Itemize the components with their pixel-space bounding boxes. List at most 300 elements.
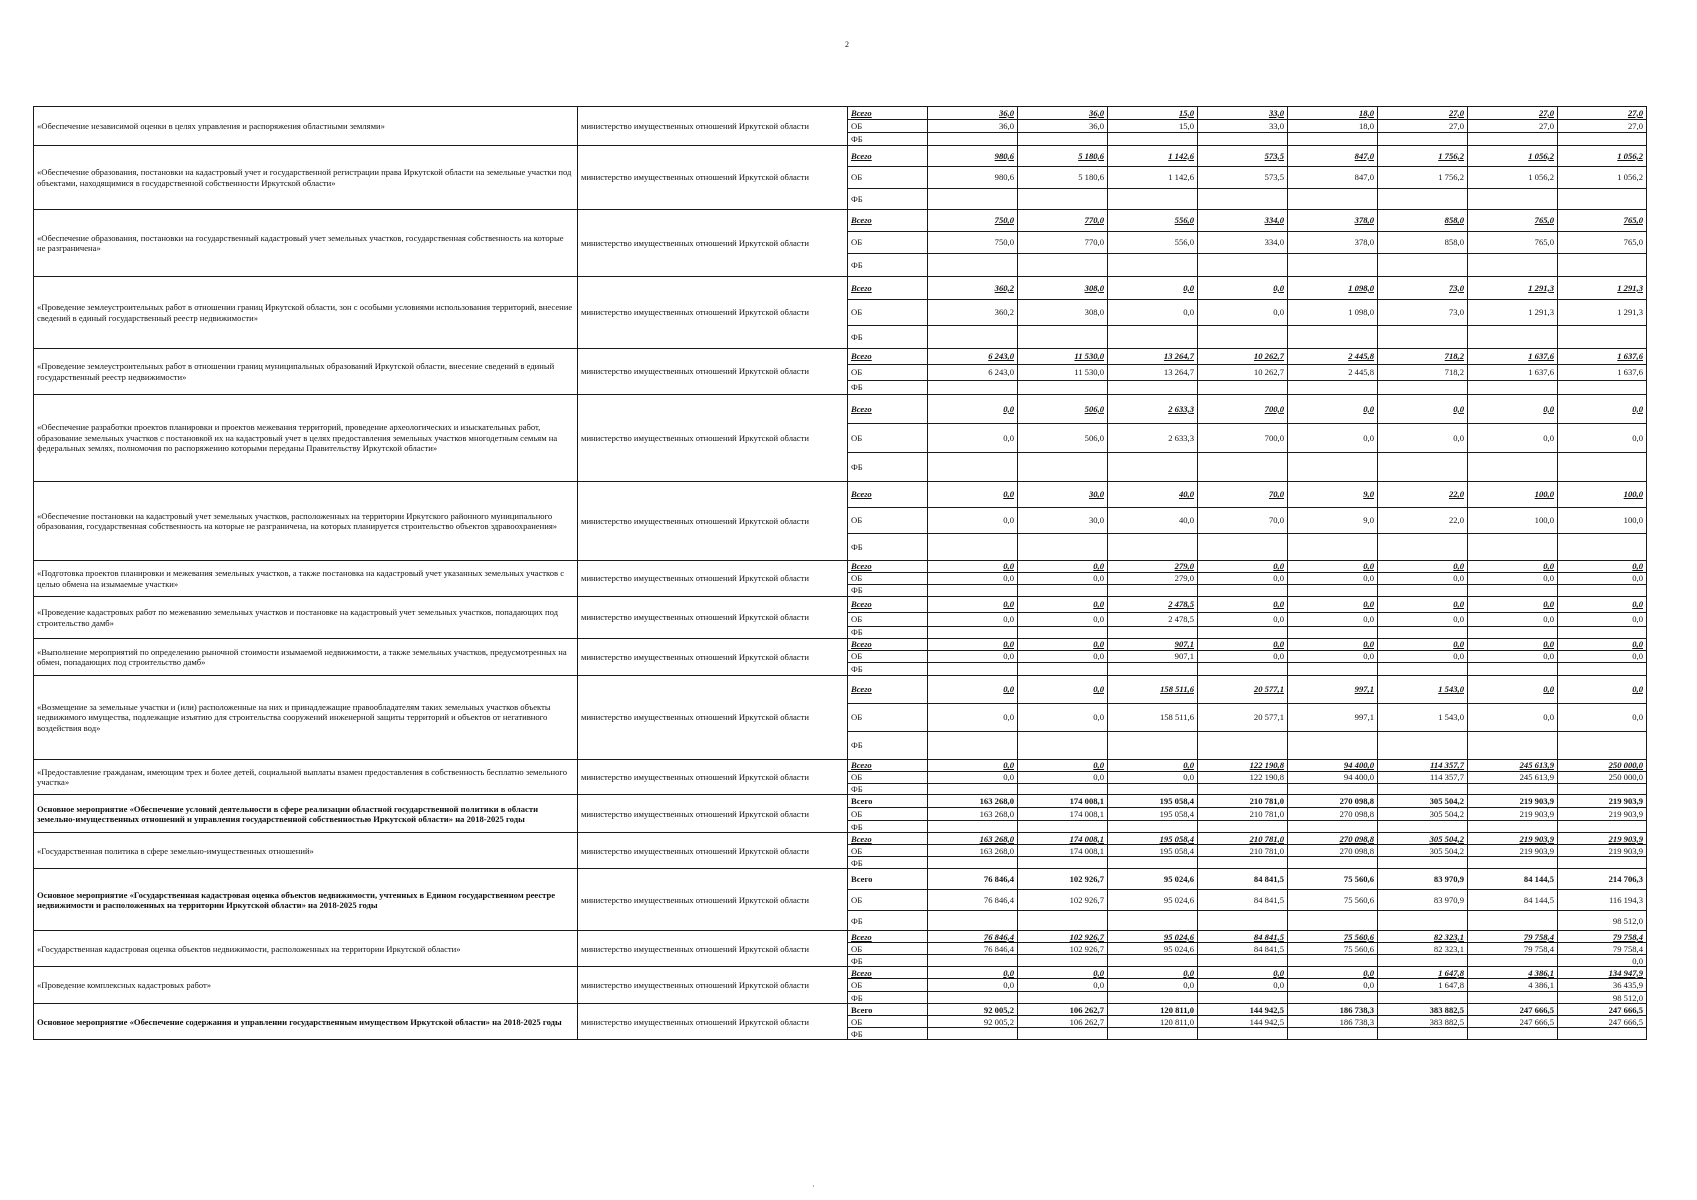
funding-source: ФБ <box>848 911 928 931</box>
amount-cell <box>928 254 1018 277</box>
amount-cell <box>1108 784 1198 795</box>
activity-name: «Проведение комплексных кадастровых работ» <box>34 967 578 1004</box>
amount-cell <box>1198 784 1288 795</box>
amount-cell: 0,0 <box>1018 979 1108 992</box>
amount-cell <box>1378 381 1468 395</box>
executor-cell: министерство имущественных отношений Иркутской области <box>578 869 848 931</box>
amount-cell <box>1108 627 1198 639</box>
amount-cell <box>1018 254 1108 277</box>
amount-cell: 847,0 <box>1288 167 1378 189</box>
amount-cell: 573,5 <box>1198 146 1288 167</box>
amount-cell: 997,1 <box>1288 676 1378 704</box>
amount-cell <box>1108 955 1198 967</box>
executor-cell: министерство имущественных отношений Иркутской области <box>578 833 848 869</box>
amount-cell <box>1288 784 1378 795</box>
amount-cell <box>1288 453 1378 482</box>
amount-cell: 0,0 <box>1198 967 1288 979</box>
amount-cell: 20 577,1 <box>1198 704 1288 732</box>
amount-cell: 120 811,0 <box>1108 1016 1198 1028</box>
amount-cell: 100,0 <box>1558 508 1647 534</box>
funding-source: Всего <box>848 760 928 772</box>
amount-cell <box>1198 254 1288 277</box>
amount-cell: 186 738,3 <box>1288 1016 1378 1028</box>
amount-cell <box>1558 857 1647 869</box>
amount-cell <box>1558 381 1647 395</box>
funding-source: ОБ <box>848 1016 928 1028</box>
amount-cell: 75 560,6 <box>1288 943 1378 955</box>
amount-cell <box>928 133 1018 146</box>
funding-source: ФБ <box>848 254 928 277</box>
amount-cell: 98 512,0 <box>1558 992 1647 1004</box>
amount-cell: 84 841,5 <box>1198 869 1288 890</box>
amount-cell <box>1468 821 1558 833</box>
activity-name: «Предоставление гражданам, имеющим трех и более детей, социальной выплаты взамен предоставления в собственность бесплатно земельного участка» <box>34 760 578 795</box>
amount-cell <box>1468 189 1558 210</box>
amount-cell: 195 058,4 <box>1108 845 1198 857</box>
amount-cell: 0,0 <box>1378 651 1468 663</box>
amount-cell <box>1108 1028 1198 1040</box>
funding-source: Всего <box>848 482 928 508</box>
amount-cell: 195 058,4 <box>1108 833 1198 845</box>
amount-cell: 0,0 <box>1288 967 1378 979</box>
amount-cell: 250 000,0 <box>1558 760 1647 772</box>
amount-cell: 0,0 <box>1018 561 1108 573</box>
amount-cell: 765,0 <box>1558 232 1647 254</box>
amount-cell: 94 400,0 <box>1288 772 1378 784</box>
table-row-total <box>34 482 1647 508</box>
amount-cell: 22,0 <box>1378 508 1468 534</box>
amount-cell <box>1288 955 1378 967</box>
amount-cell: 270 098,8 <box>1288 795 1378 808</box>
amount-cell: 79 758,4 <box>1468 931 1558 943</box>
amount-cell <box>1108 585 1198 597</box>
amount-cell: 30,0 <box>1018 482 1108 508</box>
amount-cell <box>1468 857 1558 869</box>
amount-cell: 6 243,0 <box>928 349 1018 365</box>
funding-source: ФБ <box>848 992 928 1004</box>
amount-cell: 0,0 <box>1468 613 1558 627</box>
table-row-total <box>34 210 1647 232</box>
amount-cell: 0,0 <box>1018 772 1108 784</box>
amount-cell <box>1468 133 1558 146</box>
amount-cell <box>1108 254 1198 277</box>
amount-cell <box>928 1028 1018 1040</box>
amount-cell <box>1558 784 1647 795</box>
funding-source: ОБ <box>848 943 928 955</box>
amount-cell <box>1288 133 1378 146</box>
funding-source: Всего <box>848 1004 928 1016</box>
amount-cell <box>1468 326 1558 349</box>
amount-cell: 20 577,1 <box>1198 676 1288 704</box>
amount-cell <box>1018 784 1108 795</box>
amount-cell <box>1288 534 1378 561</box>
amount-cell: 0,0 <box>928 967 1018 979</box>
amount-cell: 0,0 <box>1198 639 1288 651</box>
amount-cell: 847,0 <box>1288 146 1378 167</box>
amount-cell: 0,0 <box>1378 597 1468 613</box>
amount-cell: 1 056,2 <box>1468 146 1558 167</box>
amount-cell <box>1198 821 1288 833</box>
budget-table <box>33 106 1647 1040</box>
amount-cell: 0,0 <box>928 772 1018 784</box>
amount-cell: 0,0 <box>1108 277 1198 300</box>
amount-cell <box>1018 663 1108 676</box>
funding-source: ОБ <box>848 808 928 821</box>
funding-source: ОБ <box>848 651 928 663</box>
amount-cell: 219 903,9 <box>1468 833 1558 845</box>
amount-cell <box>1288 326 1378 349</box>
amount-cell: 11 530,0 <box>1018 365 1108 381</box>
amount-cell <box>1018 911 1108 931</box>
amount-cell: 506,0 <box>1018 424 1108 453</box>
amount-cell: 0,0 <box>1558 651 1647 663</box>
amount-cell: 0,0 <box>1558 561 1647 573</box>
amount-cell: 0,0 <box>928 760 1018 772</box>
amount-cell: 116 194,3 <box>1558 890 1647 911</box>
funding-source: ФБ <box>848 326 928 349</box>
amount-cell: 700,0 <box>1198 424 1288 453</box>
table-row-total <box>34 869 1647 890</box>
amount-cell: 0,0 <box>1198 651 1288 663</box>
amount-cell: 27,0 <box>1378 107 1468 120</box>
executor-cell: министерство имущественных отношений Иркутской области <box>578 597 848 639</box>
amount-cell: 27,0 <box>1468 107 1558 120</box>
amount-cell: 100,0 <box>1468 482 1558 508</box>
amount-cell <box>1198 585 1288 597</box>
amount-cell <box>928 911 1018 931</box>
amount-cell <box>928 585 1018 597</box>
amount-cell: 1 647,8 <box>1378 967 1468 979</box>
amount-cell: 210 781,0 <box>1198 845 1288 857</box>
amount-cell: 770,0 <box>1018 232 1108 254</box>
amount-cell <box>1018 857 1108 869</box>
amount-cell: 0,0 <box>1108 967 1198 979</box>
executor-cell: министерство имущественных отношений Иркутской области <box>578 349 848 395</box>
amount-cell: 33,0 <box>1198 107 1288 120</box>
amount-cell: 0,0 <box>1468 676 1558 704</box>
amount-cell: 383 882,5 <box>1378 1004 1468 1016</box>
funding-source: ОБ <box>848 845 928 857</box>
amount-cell: 95 024,6 <box>1108 869 1198 890</box>
amount-cell: 0,0 <box>1468 597 1558 613</box>
amount-cell: 2 478,5 <box>1108 613 1198 627</box>
amount-cell: 2 633,3 <box>1108 424 1198 453</box>
amount-cell: 73,0 <box>1378 277 1468 300</box>
amount-cell: 305 504,2 <box>1378 808 1468 821</box>
amount-cell: 1 291,3 <box>1558 300 1647 326</box>
amount-cell <box>1378 663 1468 676</box>
amount-cell: 9,0 <box>1288 508 1378 534</box>
amount-cell: 0,0 <box>1558 955 1647 967</box>
amount-cell <box>1108 326 1198 349</box>
amount-cell: 1 637,6 <box>1468 365 1558 381</box>
amount-cell: 718,2 <box>1378 365 1468 381</box>
funding-source: ФБ <box>848 133 928 146</box>
amount-cell: 4 386,1 <box>1468 967 1558 979</box>
funding-source: Всего <box>848 395 928 424</box>
amount-cell: 0,0 <box>1198 597 1288 613</box>
amount-cell: 174 008,1 <box>1018 833 1108 845</box>
amount-cell <box>1288 992 1378 1004</box>
amount-cell: 0,0 <box>1018 573 1108 585</box>
amount-cell <box>1198 534 1288 561</box>
amount-cell: 0,0 <box>928 613 1018 627</box>
executor-cell: министерство имущественных отношений Иркутской области <box>578 146 848 210</box>
amount-cell: 0,0 <box>1378 613 1468 627</box>
amount-cell: 0,0 <box>1558 573 1647 585</box>
amount-cell: 219 903,9 <box>1558 795 1647 808</box>
amount-cell: 92 005,2 <box>928 1004 1018 1016</box>
executor-cell: министерство имущественных отношений Иркутской области <box>578 639 848 676</box>
amount-cell <box>928 627 1018 639</box>
amount-cell: 1 637,6 <box>1468 349 1558 365</box>
table-row-total <box>34 639 1647 651</box>
amount-cell: 27,0 <box>1558 120 1647 133</box>
amount-cell <box>1378 911 1468 931</box>
amount-cell <box>928 784 1018 795</box>
amount-cell <box>928 992 1018 1004</box>
amount-cell: 0,0 <box>1198 573 1288 585</box>
amount-cell: 0,0 <box>1468 561 1558 573</box>
amount-cell <box>1018 732 1108 760</box>
amount-cell: 219 903,9 <box>1558 833 1647 845</box>
amount-cell <box>1378 326 1468 349</box>
activity-name: «Проведение кадастровых работ по межеванию земельных участков и постановке на кадастровый учет земельных участков, попадающих под строительство дамб» <box>34 597 578 639</box>
funding-source: Всего <box>848 639 928 651</box>
amount-cell <box>1108 857 1198 869</box>
amount-cell: 2 445,8 <box>1288 365 1378 381</box>
amount-cell: 0,0 <box>1288 395 1378 424</box>
amount-cell <box>1558 585 1647 597</box>
amount-cell: 270 098,8 <box>1288 808 1378 821</box>
amount-cell <box>928 381 1018 395</box>
amount-cell: 0,0 <box>1288 561 1378 573</box>
amount-cell: 279,0 <box>1108 573 1198 585</box>
amount-cell: 1 098,0 <box>1288 277 1378 300</box>
amount-cell: 163 268,0 <box>928 808 1018 821</box>
executor-cell: министерство имущественных отношений Иркутской области <box>578 395 848 482</box>
amount-cell <box>1018 1028 1108 1040</box>
amount-cell <box>1468 254 1558 277</box>
amount-cell <box>1288 857 1378 869</box>
activity-name: «Государственная политика в сфере земельно-имущественных отношений» <box>34 833 578 869</box>
amount-cell: 247 666,5 <box>1558 1016 1647 1028</box>
funding-source: ОБ <box>848 890 928 911</box>
amount-cell: 0,0 <box>928 651 1018 663</box>
amount-cell: 0,0 <box>1198 613 1288 627</box>
amount-cell: 79 758,4 <box>1558 931 1647 943</box>
amount-cell: 0,0 <box>928 561 1018 573</box>
funding-source: ОБ <box>848 424 928 453</box>
amount-cell: 247 666,5 <box>1468 1004 1558 1016</box>
executor-cell: министерство имущественных отношений Иркутской области <box>578 1004 848 1040</box>
amount-cell: 0,0 <box>1558 613 1647 627</box>
amount-cell: 163 268,0 <box>928 833 1018 845</box>
amount-cell <box>1198 857 1288 869</box>
amount-cell: 0,0 <box>1378 561 1468 573</box>
table-row-total <box>34 1004 1647 1016</box>
amount-cell: 1 291,3 <box>1558 277 1647 300</box>
amount-cell: 158 511,6 <box>1108 676 1198 704</box>
amount-cell: 22,0 <box>1378 482 1468 508</box>
amount-cell: 0,0 <box>1108 979 1198 992</box>
amount-cell: 0,0 <box>1468 704 1558 732</box>
table-row-total <box>34 349 1647 365</box>
amount-cell <box>1198 911 1288 931</box>
table-row-total <box>34 146 1647 167</box>
amount-cell <box>1558 663 1647 676</box>
amount-cell: 765,0 <box>1468 210 1558 232</box>
amount-cell: 1 056,2 <box>1558 167 1647 189</box>
amount-cell: 907,1 <box>1108 651 1198 663</box>
funding-source: ФБ <box>848 857 928 869</box>
amount-cell <box>1108 663 1198 676</box>
amount-cell: 305 504,2 <box>1378 845 1468 857</box>
budget-table-body <box>34 107 1647 1040</box>
amount-cell: 70,0 <box>1198 508 1288 534</box>
amount-cell: 95 024,6 <box>1108 931 1198 943</box>
amount-cell <box>1288 254 1378 277</box>
funding-source: ФБ <box>848 381 928 395</box>
funding-source: ФБ <box>848 784 928 795</box>
amount-cell: 102 926,7 <box>1018 943 1108 955</box>
amount-cell: 210 781,0 <box>1198 833 1288 845</box>
amount-cell: 36,0 <box>928 120 1018 133</box>
executor-cell: министерство имущественных отношений Иркутской области <box>578 760 848 795</box>
funding-source: Всего <box>848 277 928 300</box>
amount-cell: 1 142,6 <box>1108 146 1198 167</box>
amount-cell <box>1558 821 1647 833</box>
funding-source: Всего <box>848 869 928 890</box>
table-row-total <box>34 967 1647 979</box>
funding-source: ОБ <box>848 365 928 381</box>
amount-cell: 0,0 <box>928 573 1018 585</box>
funding-source: ФБ <box>848 534 928 561</box>
table-row-total <box>34 107 1647 120</box>
amount-cell: 98 512,0 <box>1558 911 1647 931</box>
amount-cell: 0,0 <box>1018 597 1108 613</box>
amount-cell: 980,6 <box>928 146 1018 167</box>
funding-source: ФБ <box>848 453 928 482</box>
activity-name: «Обеспечение постановки на кадастровый учет земельных участков, расположенных на территории Иркутского районного муниципального образования, государственная собственность на которые не разграничена, на которых планируется строительство объектов здравоохранения» <box>34 482 578 561</box>
amount-cell: 0,0 <box>1018 704 1108 732</box>
amount-cell: 0,0 <box>1288 651 1378 663</box>
amount-cell <box>1198 663 1288 676</box>
amount-cell <box>1288 627 1378 639</box>
amount-cell <box>1468 911 1558 931</box>
activity-name: «Выполнение мероприятий по определению рыночной стоимости изымаемой недвижимости, а также земельных участков, предусмотренных на обмен, попадающих под строительство дамб» <box>34 639 578 676</box>
main-activity-name: Основное мероприятие «Обеспечение содержания и управлении государственным имуществом Иркутской области» на 2018-2025 годы <box>34 1004 578 1040</box>
amount-cell: 120 811,0 <box>1108 1004 1198 1016</box>
amount-cell: 0,0 <box>928 508 1018 534</box>
amount-cell: 0,0 <box>1288 424 1378 453</box>
amount-cell <box>1468 955 1558 967</box>
amount-cell: 94 400,0 <box>1288 760 1378 772</box>
amount-cell: 163 268,0 <box>928 845 1018 857</box>
amount-cell: 0,0 <box>1198 561 1288 573</box>
amount-cell: 27,0 <box>1558 107 1647 120</box>
amount-cell: 75 560,6 <box>1288 931 1378 943</box>
funding-source: ОБ <box>848 508 928 534</box>
amount-cell <box>1108 453 1198 482</box>
amount-cell: 506,0 <box>1018 395 1108 424</box>
amount-cell: 79 758,4 <box>1468 943 1558 955</box>
amount-cell: 114 357,7 <box>1378 760 1468 772</box>
amount-cell: 163 268,0 <box>928 795 1018 808</box>
amount-cell <box>1018 585 1108 597</box>
amount-cell: 0,0 <box>1558 639 1647 651</box>
amount-cell: 0,0 <box>1558 424 1647 453</box>
amount-cell: 10 262,7 <box>1198 349 1288 365</box>
amount-cell: 1 756,2 <box>1378 167 1468 189</box>
amount-cell: 106 262,7 <box>1018 1004 1108 1016</box>
amount-cell: 102 926,7 <box>1018 890 1108 911</box>
main-activity-name: Основное мероприятие «Государственная кадастровая оценка объектов недвижимости, учтенных в Едином государственном реестре недвижимости и расположенных на территории Иркутской области» на 2018-2025 годы <box>34 869 578 931</box>
table-row-total <box>34 795 1647 808</box>
amount-cell: 245 613,9 <box>1468 772 1558 784</box>
amount-cell: 106 262,7 <box>1018 1016 1108 1028</box>
amount-cell <box>1018 326 1108 349</box>
amount-cell <box>1198 1028 1288 1040</box>
amount-cell: 0,0 <box>1288 573 1378 585</box>
amount-cell <box>1018 534 1108 561</box>
amount-cell: 0,0 <box>1108 760 1198 772</box>
amount-cell: 0,0 <box>1288 613 1378 627</box>
amount-cell: 4 386,1 <box>1468 979 1558 992</box>
amount-cell: 174 008,1 <box>1018 808 1108 821</box>
amount-cell <box>928 732 1018 760</box>
activity-name: «Обеспечение образования, постановки на государственный кадастровый учет земельных участков, государственная собственность на которые не разграничена» <box>34 210 578 277</box>
amount-cell: 219 903,9 <box>1468 808 1558 821</box>
amount-cell: 2 478,5 <box>1108 597 1198 613</box>
activity-name: «Проведение землеустроительных работ в отношении границ муниципальных образований Иркутской области, внесение сведений в единый государственный реестр недвижимости» <box>34 349 578 395</box>
amount-cell: 858,0 <box>1378 232 1468 254</box>
amount-cell: 556,0 <box>1108 210 1198 232</box>
activity-name: «Обеспечение разработки проектов планировки и проектов межевания территорий, проведение археологических и изыскательных работ, образование земельных участков с постановкой их на кадастровый учет в целях предоставления земельных участков многодетным семьям на федеральных землях, полномочия по распоряжению которыми переданы Правительству Иркутской области» <box>34 395 578 482</box>
amount-cell <box>1108 189 1198 210</box>
amount-cell: 1 291,3 <box>1468 300 1558 326</box>
funding-source: ОБ <box>848 979 928 992</box>
amount-cell <box>1558 326 1647 349</box>
amount-cell: 95 024,6 <box>1108 943 1198 955</box>
amount-cell <box>1558 189 1647 210</box>
amount-cell: 9,0 <box>1288 482 1378 508</box>
amount-cell: 84 841,5 <box>1198 890 1288 911</box>
amount-cell: 1 142,6 <box>1108 167 1198 189</box>
amount-cell: 0,0 <box>1108 300 1198 326</box>
amount-cell: 33,0 <box>1198 120 1288 133</box>
funding-source: ОБ <box>848 167 928 189</box>
amount-cell: 70,0 <box>1198 482 1288 508</box>
amount-cell <box>1198 381 1288 395</box>
amount-cell: 0,0 <box>1198 300 1288 326</box>
amount-cell <box>928 663 1018 676</box>
amount-cell: 0,0 <box>1288 597 1378 613</box>
funding-source: Всего <box>848 931 928 943</box>
amount-cell <box>1108 821 1198 833</box>
amount-cell <box>1468 534 1558 561</box>
amount-cell: 15,0 <box>1108 107 1198 120</box>
activity-name: «Подготовка проектов планировки и межевания земельных участков, а также постановка на кадастровый учет указанных земельных участков с целью обмена на изымаемые участки» <box>34 561 578 597</box>
funding-source: Всего <box>848 349 928 365</box>
funding-source: ФБ <box>848 189 928 210</box>
amount-cell <box>1378 254 1468 277</box>
amount-cell <box>1378 1028 1468 1040</box>
amount-cell: 718,2 <box>1378 349 1468 365</box>
amount-cell: 210 781,0 <box>1198 795 1288 808</box>
amount-cell: 0,0 <box>1288 979 1378 992</box>
executor-cell: министерство имущественных отношений Иркутской области <box>578 795 848 833</box>
